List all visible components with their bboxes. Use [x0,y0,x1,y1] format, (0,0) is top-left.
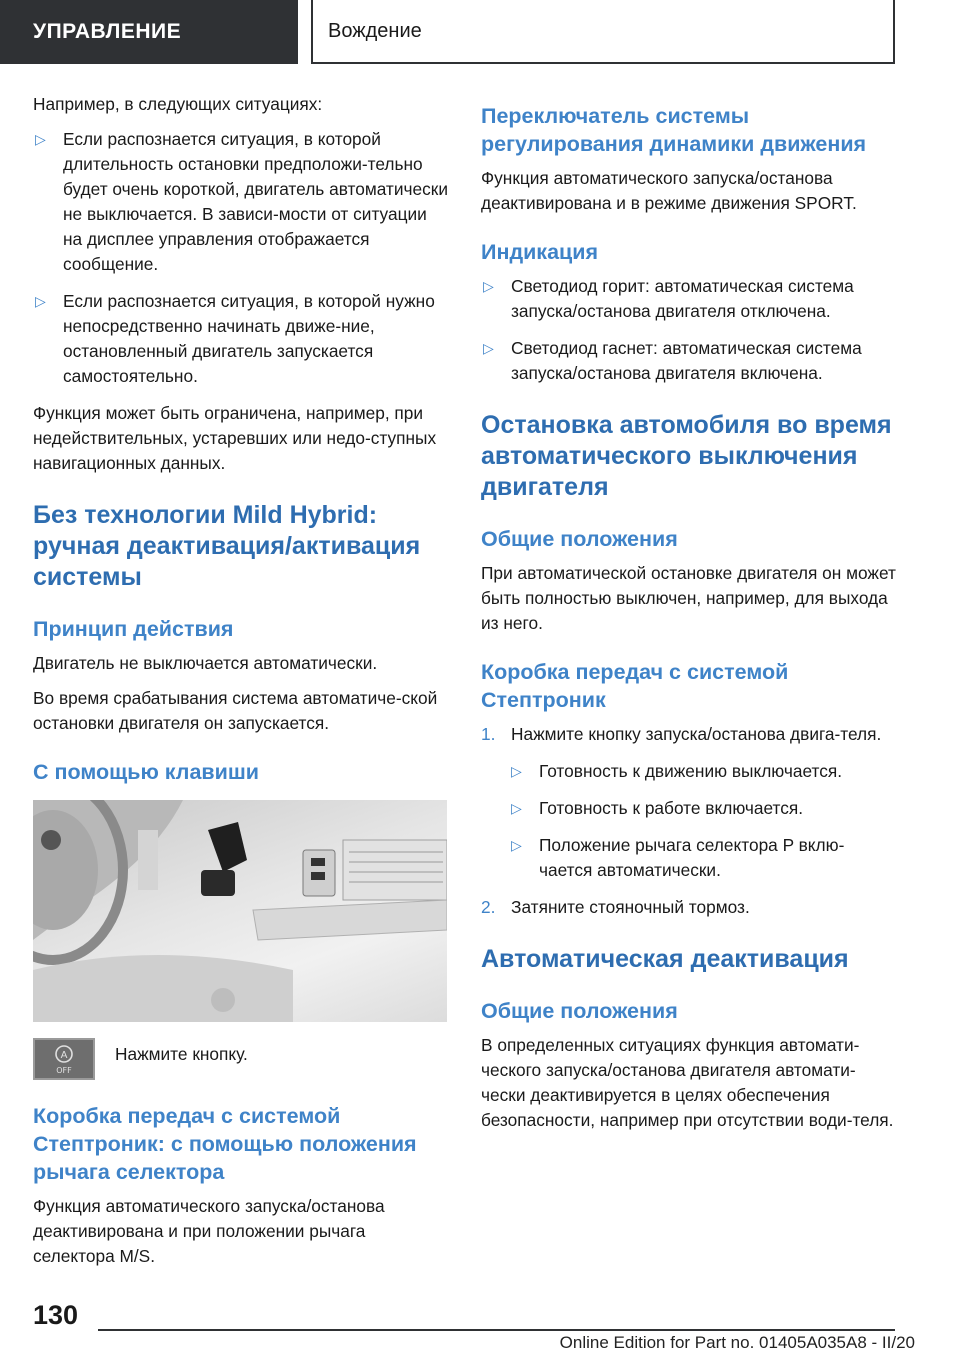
list-item: ▷ Готовность к движению выключается. [481,759,897,784]
auto-start-stop-off-icon [33,1038,95,1080]
svg-text:OFF: OFF [56,1066,72,1075]
heading-switch: Переключатель системы регулирования динамики движения [481,104,867,156]
list-item: ▷ Если распознается ситуация, в которой длительность остановки предположи-тельно будет очень короткой, двигатель автоматически не выключается. В зависи-мости от ситуации на дисплее управления отображается сообщение. [35,129,448,274]
edition-text: Online Edition for Part no. 01405A035A8 - II/20 [559,1333,915,1352]
chapter-title: Вождение [328,19,422,42]
principle-text-2: Во время срабатывания система автоматиче-ской остановки двигателя он запускается. [33,688,438,733]
heading-steptronic-lever: Коробка передач с системой Стептроник: с помощью положения рычага селектора [33,1104,417,1184]
section-title: УПРАВЛЕНИЕ [33,20,182,43]
chapter-tab [311,0,895,64]
general-text-2: В определенных ситуациях функция автомати-ческого запуска/останова двигателя автомати-чески деактивируется в целях обеспечения безопасности, например при отсутствии води-теля. [481,1035,894,1130]
heading-stopping-vehicle: Остановка автомобиля во время автоматического выключения двигателя [481,411,892,501]
list-item: ▷ Готовность к работе включается. [481,796,897,821]
list-item: ▷ Если распознается ситуация, в которой нужно непосредственно начинать движе-ние, остановленный двигатель запускается самостоятельно. [35,291,435,386]
heading-indication: Индикация [481,240,599,264]
limit-text: Функция может быть ограничена, например, при недействительных, устаревших или недо-ступных навигационных данных. [33,403,437,473]
dashboard-illustration [33,800,447,1022]
heading-general-1: Общие положения [481,527,678,551]
page-number: 130 [33,1300,79,1330]
svg-text:A: A [60,1050,68,1061]
bullet-triangle-icon: ▷ [511,837,522,853]
left-column [33,92,449,1279]
button-caption-row [33,1038,449,1080]
bullet-triangle-icon: ▷ [483,340,494,356]
step-item: 2. Затяните стояночный тормоз. [481,897,750,917]
intro-text: Например, в следующих ситуациях: [33,94,323,114]
bullet-triangle-icon: ▷ [483,278,494,294]
heading-steptronic: Коробка передач с системой Стептроник [481,660,789,712]
principle-text-1: Двигатель не выключается автоматически. [33,653,378,673]
step-item: 1. Нажмите кнопку запуска/останова двига-теля. [481,724,882,744]
steptronic-lever-text: Функция автоматического запуска/останова деактивирована и при положении рычага селектора M/S. [33,1196,385,1266]
list-item: ▷ Положение рычага селектора P вклю-чается автоматически. [511,835,845,880]
list-item: ▷ Светодиод гаснет: автоматическая система запуска/останова двигателя включена. [483,338,862,383]
heading-general-2: Общие положения [481,999,678,1023]
button-caption: Нажмите кнопку. [115,1044,248,1064]
list-item: ▷ Светодиод горит: автоматическая система запуска/останова двигателя отключена. [483,276,854,321]
section-tab [0,0,298,64]
heading-principle: Принцип действия [33,617,234,641]
bullet-triangle-icon: ▷ [35,131,46,147]
bullet-triangle-icon: ▷ [511,763,522,779]
heading-manual-deactivation: Без технологии Mild Hybrid: ручная деактивация/активация системы [33,501,421,591]
general-text-1: При автоматической остановке двигателя он может быть полностью выключен, например, для выхода из него. [481,563,896,633]
bullet-triangle-icon: ▷ [511,800,522,816]
dashboard-photo [33,800,447,1022]
right-column [481,92,897,1143]
heading-button: С помощью клавиши [33,760,259,784]
footer-divider [98,1329,895,1331]
switch-text: Функция автоматического запуска/останова деактивирована и в режиме движения SPORT. [481,168,857,213]
heading-auto-deactivation: Автоматическая деактивация [481,945,849,973]
bullet-triangle-icon: ▷ [35,293,46,309]
